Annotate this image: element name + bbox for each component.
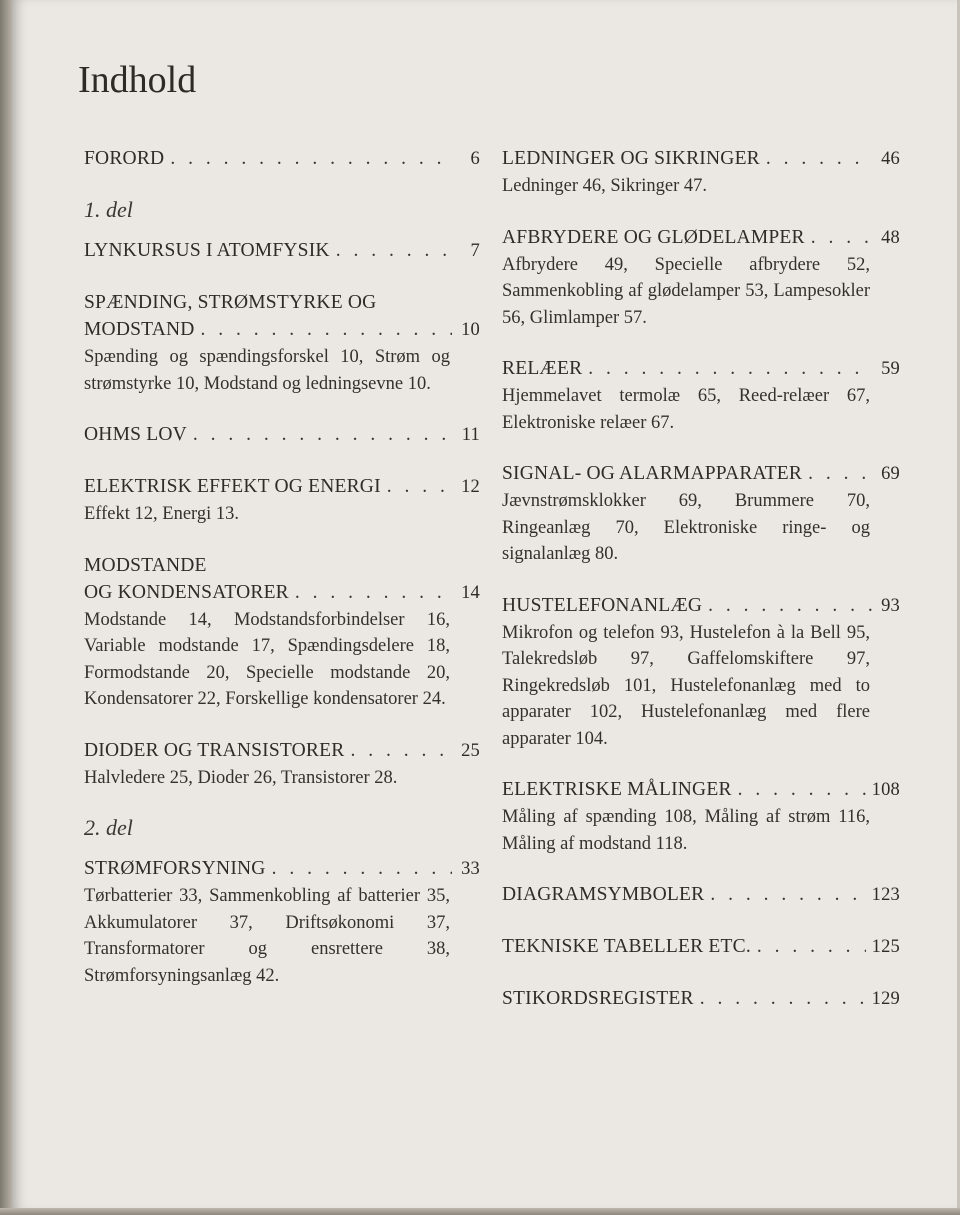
toc-entry-page-number: 129 (871, 989, 900, 1009)
dot-leader (811, 224, 872, 251)
dot-leader (350, 737, 452, 764)
page-title: Indhold (78, 59, 197, 101)
toc-entry-title: LEDNINGER OG SIKRINGER (502, 148, 760, 169)
dot-leader (170, 145, 452, 172)
dot-leader (708, 592, 872, 619)
toc-entry (502, 355, 900, 436)
dot-leader (738, 776, 866, 803)
toc-entry-page-number: 123 (871, 885, 900, 905)
toc-entry-heading (502, 881, 900, 909)
toc-entry-heading (84, 579, 480, 607)
toc-entry-heading (502, 933, 900, 961)
dot-leader (272, 855, 452, 882)
part-heading: 1. del (84, 197, 133, 222)
toc-entry-page-number: 6 (470, 149, 480, 169)
toc-entry-page-number: 48 (881, 227, 900, 248)
toc-entry-page-number: 108 (871, 780, 900, 800)
toc-entry-title: SIGNAL- OG ALARMAPPARATER (502, 463, 803, 484)
dot-leader (757, 933, 866, 960)
toc-entry-subtopics: Jævnstrømsklokker 69, Brummere 70, Ringeanlæg 70, Elektroniske ringe- og signalanlæg 80. (502, 491, 870, 564)
toc-entry-heading (84, 237, 480, 265)
toc-entry-heading (502, 776, 900, 804)
toc-entry (502, 592, 900, 753)
toc-entry-subtopics: Effekt 12, Energi 13. (84, 504, 239, 524)
toc-entry (84, 237, 480, 265)
toc-entry-heading (502, 224, 900, 252)
toc-entry-page-number: 46 (881, 149, 900, 169)
toc-entry-heading (502, 985, 900, 1013)
toc-entry (502, 145, 900, 200)
toc-entry-heading (84, 855, 480, 883)
toc-entry-heading (502, 355, 900, 383)
toc-entry-title: RELÆER (502, 358, 583, 379)
dot-leader (700, 985, 866, 1012)
toc-entry-page-number: 10 (461, 320, 480, 340)
toc-entry-subtopics: Afbrydere 49, Specielle afbrydere 52, Sammenkobling af glødelamper 53, Lampesokler 56, Glimlamper 57. (502, 254, 870, 328)
toc-entry-title: OG KONDENSATORER (84, 581, 289, 603)
dot-leader (295, 579, 452, 606)
toc-entry-title: ELEKTRISK EFFEKT OG ENERGI (84, 476, 381, 497)
toc-entry-title: MODSTAND (84, 319, 195, 340)
dot-leader (766, 145, 872, 172)
part-heading: 2. del (84, 815, 133, 840)
toc-entry (502, 224, 900, 332)
toc-entry (84, 145, 480, 173)
toc-entry (84, 473, 480, 528)
toc-entry-title: STIKORDSREGISTER (502, 988, 694, 1009)
book-page (12, 0, 957, 1210)
toc-entry-title: AFBRYDERE OG GLØDELAMPER (502, 226, 805, 248)
toc-entry-page-number: 69 (881, 464, 900, 484)
toc-column-left (84, 145, 480, 1013)
toc-entry (84, 289, 480, 397)
toc-entry-page-number: 12 (461, 477, 480, 497)
toc-entry-subtopics: Måling af spænding 108, Måling af strøm 116, Måling af modstand 118. (502, 807, 870, 854)
toc-entry-subtopics: Mikrofon og telefon 93, Hustelefon à la Bell 95, Talekredsløb 97, Gaffelomskiftere 97, Ringekredsløb 101, Hustelefonanlæg med to apparater 102, Hustelefonanlæg med flere apparater 104. (502, 622, 870, 749)
toc-entry-page-number: 14 (461, 582, 480, 603)
toc-entry-heading (502, 460, 900, 488)
toc-entry (502, 776, 900, 857)
dot-leader (201, 316, 452, 343)
toc-entry-title: DIODER OG TRANSISTORER (84, 739, 345, 761)
toc-entry-subtopics: Halvledere 25, Dioder 26, Transistorer 28. (84, 767, 398, 788)
dot-leader (387, 473, 452, 500)
toc-entry (84, 552, 480, 713)
toc-entry-heading (84, 737, 480, 765)
toc-entry-subtopics: Hjemmelavet termolæ 65, Reed-relæer 67, Elektroniske relæer 67. (502, 386, 870, 433)
toc-entry-page-number: 93 (881, 595, 900, 616)
toc-entry-subtopics: Tørbatterier 33, Sammenkobling af batterier 35, Akkumulatorer 37, Driftsøkonomi 37, Transformatorer og ensrettere 38, Strømforsyningsanlæg 42. (84, 886, 450, 986)
toc-entry-title: HUSTELEFONANLÆG (502, 594, 703, 616)
dot-leader (336, 237, 452, 264)
dot-leader (193, 421, 452, 448)
toc-entry (84, 855, 480, 989)
toc-entry (502, 933, 900, 961)
toc-entry-heading (84, 316, 480, 344)
toc-entry-page-number: 59 (881, 359, 900, 379)
dot-leader (808, 460, 872, 487)
toc-entry-title-line1: MODSTANDE (84, 554, 207, 576)
toc-entry-page-number: 125 (871, 937, 900, 957)
toc-column-right (502, 145, 900, 1037)
toc-entry-page-number: 7 (470, 241, 480, 261)
toc-entry-title: OHMS LOV (84, 424, 187, 445)
toc-entry-subtopics: Spænding og spændingsforskel 10, Strøm og strømstyrke 10, Modstand og ledningsevne 10. (84, 347, 450, 394)
toc-entry-heading (84, 473, 480, 501)
book-gutter (0, 0, 12, 1215)
toc-entry-heading (84, 145, 480, 173)
toc-entry-subtopics: Modstande 14, Modstandsforbindelser 16, Variable modstande 17, Spændingsdelere 18, Formodstande 20, Specielle modstande 20, Kondensatorer 22, Forskellige kondensatorer 24. (84, 609, 450, 709)
toc-entry-subtopics: Ledninger 46, Sikringer 47. (502, 176, 707, 196)
toc-entry (502, 881, 900, 909)
toc-entry (502, 985, 900, 1013)
toc-entry-title: LYNKURSUS I ATOMFYSIK (84, 240, 330, 261)
toc-entry (84, 421, 480, 449)
toc-entry-title: ELEKTRISKE MÅLINGER (502, 779, 732, 800)
toc-entry-heading (502, 145, 900, 173)
dot-leader (588, 355, 872, 382)
toc-entry-heading (84, 421, 480, 449)
toc-entry-page-number: 33 (461, 859, 480, 879)
toc-entry-heading (502, 592, 900, 620)
toc-entry (84, 737, 480, 792)
toc-entry-title: FORORD (84, 148, 165, 169)
toc-entry-page-number: 25 (461, 740, 480, 761)
toc-entry-title: DIAGRAMSYMBOLER (502, 884, 705, 905)
toc-entry-title: TEKNISKE TABELLER ETC. (502, 936, 751, 957)
toc-entry (502, 460, 900, 568)
toc-entry-page-number: 11 (461, 425, 480, 445)
page-bottom-edge (0, 1208, 960, 1215)
toc-entry-title-line1: SPÆNDING, STRØMSTYRKE OG (84, 292, 377, 313)
dot-leader (710, 881, 865, 908)
toc-entry-title: STRØMFORSYNING (84, 858, 266, 879)
